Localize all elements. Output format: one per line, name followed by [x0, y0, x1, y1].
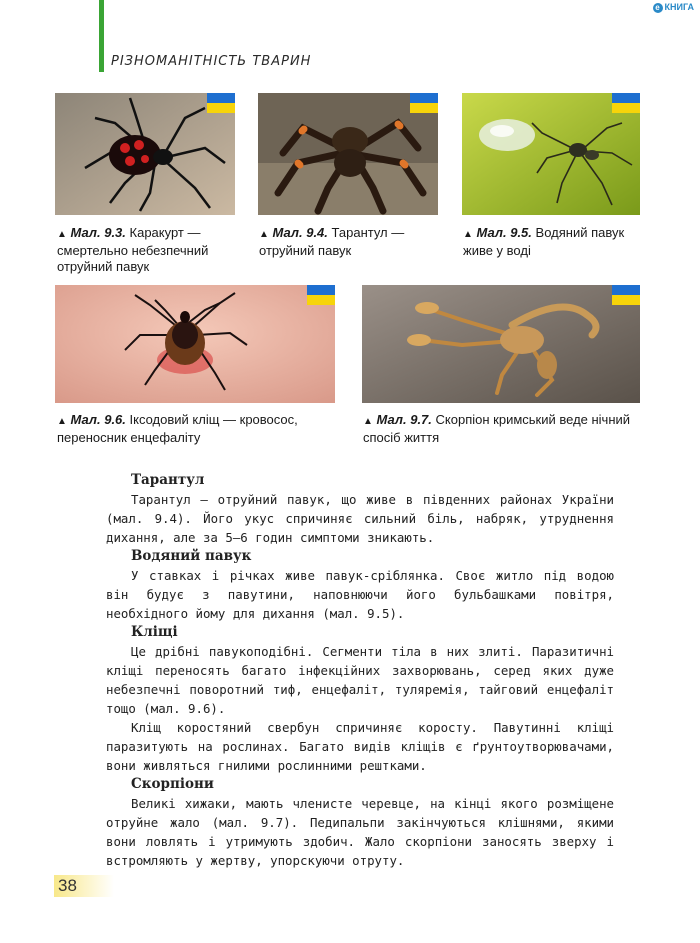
page-number: 38 [58, 876, 77, 895]
paragraph-water-spider: У ставках і річках живе павук-сріблянка. Своє житло під водою він будує з павутини, наповнюючи його бульбашками повітря, необхідного йому для дихання (мал. 9.5). [106, 568, 614, 621]
heading-scorpions: Скорпіони [131, 776, 214, 792]
triangle-marker-icon: ▲ [463, 229, 473, 240]
publisher-logo-icon: e [653, 3, 663, 13]
ukraine-flag-icon [410, 93, 438, 113]
triangle-marker-icon: ▲ [363, 416, 373, 427]
heading-ticks: Кліщі [131, 624, 178, 640]
main-text [106, 471, 614, 870]
tick-image [55, 285, 335, 403]
paragraph-tarantul: Тарантул — отруйний павук, що живе в південних районах України (мал. 9.4). Його укус спричиняє сильний біль, набряк, утруднення дихання, але за 5–6 годин симптоми зникають. [106, 492, 614, 545]
caption-fig-9-3: ▲ Мал. 9.3. Каракурт — смертельно небезпечний отруйний павук [57, 225, 209, 274]
scorpion-image [362, 285, 640, 403]
heading-tarantul: Тарантул [131, 472, 205, 488]
triangle-marker-icon: ▲ [57, 229, 67, 240]
ukraine-flag-icon [307, 285, 335, 305]
triangle-marker-icon: ▲ [57, 416, 67, 427]
photo-water-spider [462, 93, 640, 215]
ukraine-flag-icon [207, 93, 235, 113]
paragraph-scorpions: Великі хижаки, мають членисте черевце, на кінці якого розміщене отруйне жало (мал. 9.7). Педипальпи закінчуються клішнями, якими вони ловлять і утримують здобич. Жало скорпіони заносять зверху і встромляють у жертву, упорскуючи отруту. [106, 796, 614, 868]
paragraph-ticks-1: Це дрібні павукоподібні. Сегменти тіла в них злиті. Паразитичні кліщі переносять багато інфекційних захворювань, серед яких дуже небезпечні поворотний тиф, енцефаліт, туляремія, тайговий енцефаліт тощо (мал. 9.6). [106, 644, 614, 716]
triangle-marker-icon: ▲ [259, 229, 269, 240]
caption-fig-9-7: ▲ Мал. 9.7. Скорпіон кримський веде нічний спосіб життя [363, 412, 631, 445]
paragraph-ticks-2: Кліщ коростяний свербун спричиняє коросту. Павутинні кліщі паразитують на рослинах. Багато видів кліщів є ґрунтоутворювачами, вони живляться гнилими рослинними рештками. [106, 720, 614, 773]
publisher-logo: e КНИГА [653, 2, 695, 13]
ukraine-flag-icon [612, 93, 640, 113]
heading-water-spider: Водяний павук [131, 548, 252, 564]
caption-fig-9-6: ▲ Мал. 9.6. Іксодовий кліщ — кровосос, переносник енцефаліту [57, 412, 298, 445]
photo-scorpion [362, 285, 640, 403]
caption-fig-9-4: ▲ Мал. 9.4. Тарантул — отруйний павук [259, 225, 405, 258]
ukraine-flag-icon [612, 285, 640, 305]
photo-tick [55, 285, 335, 403]
photo-tarantula [258, 93, 438, 215]
photo-karakurt [55, 93, 235, 215]
caption-fig-9-5: ▲ Мал. 9.5. Водяний павук живе у воді [463, 225, 625, 258]
section-title: РІЗНОМАНІТНІСТЬ ТВАРИН [111, 54, 312, 69]
header-accent-bar [99, 0, 104, 72]
